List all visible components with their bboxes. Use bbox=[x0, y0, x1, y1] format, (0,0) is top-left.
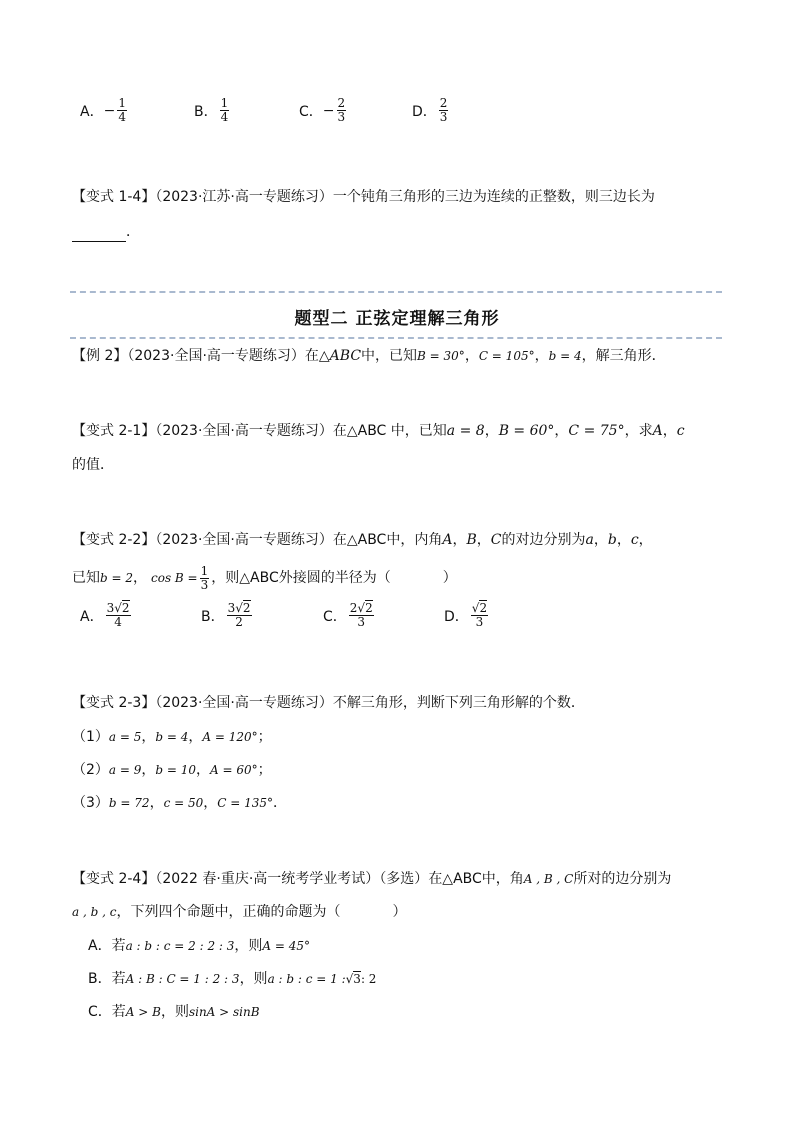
text: ，则△ABC外接圆的半径为（ bbox=[211, 570, 391, 586]
question-text: 不解三角形，判断下列三角形解的个数． bbox=[332, 695, 585, 711]
option-letter: A．若 bbox=[88, 938, 126, 954]
option-letter: B．若 bbox=[88, 971, 126, 987]
variant-2-1-line2 bbox=[72, 455, 114, 475]
question-source: （2023·全国·高一专题练习） bbox=[155, 532, 333, 548]
option-letter: A． bbox=[80, 103, 104, 120]
fraction bbox=[200, 565, 210, 592]
text: ； bbox=[257, 762, 272, 778]
text: ，则 bbox=[234, 938, 263, 954]
result: sinA > sinB bbox=[188, 1005, 260, 1019]
denominator: 4 bbox=[118, 110, 126, 124]
question-tag: 【变式 2-1】 bbox=[72, 423, 156, 439]
option-letter: C． bbox=[323, 608, 347, 625]
text: 在△ABC 中，已知 bbox=[332, 423, 447, 439]
fraction: $\frac{3√2}{4}$ bbox=[106, 601, 130, 629]
text: ，求 bbox=[624, 423, 653, 439]
triangle-symbol: △ABC bbox=[318, 348, 362, 364]
text: ． bbox=[273, 795, 288, 811]
condition: C = 135° bbox=[217, 796, 274, 810]
condition: c = 50 bbox=[163, 796, 204, 810]
condition: b = 2 bbox=[100, 571, 133, 585]
option-letter: D． bbox=[444, 608, 469, 625]
question-source: （2023·江苏·高一专题练习） bbox=[155, 189, 333, 205]
question-tag: 【例 2】 bbox=[72, 348, 128, 364]
text: ，则 bbox=[160, 1004, 189, 1020]
text: 在 bbox=[304, 348, 319, 364]
denominator: 4 bbox=[114, 615, 122, 629]
condition: B = 30° bbox=[417, 349, 465, 363]
option-letter: A． bbox=[80, 608, 104, 625]
coefficient: 3 bbox=[106, 601, 115, 615]
text: 在△ABC中，内角 bbox=[332, 532, 443, 548]
numerator: 1 bbox=[118, 96, 126, 110]
minus-sign: − bbox=[103, 102, 116, 119]
option-letter: C．若 bbox=[88, 1004, 126, 1020]
fraction bbox=[337, 97, 347, 124]
variables: A , B , C bbox=[523, 872, 574, 886]
option-b bbox=[201, 602, 254, 629]
question-tag: 【变式 2-3】 bbox=[72, 695, 156, 711]
option-letter: C． bbox=[299, 103, 323, 120]
variant-2-1: 【变式 2-1】（2023·全国·高一专题练习）在△ABC 中，已知a = 8，B = 60°，C = 75°，求A，c bbox=[72, 423, 685, 439]
item-number: （1） bbox=[72, 729, 109, 745]
option-letter: B． bbox=[194, 103, 218, 120]
radicand: 2 bbox=[242, 601, 251, 615]
variable: a bbox=[585, 532, 594, 548]
minus-sign: − bbox=[322, 102, 335, 119]
condition: a = 5 bbox=[108, 730, 142, 744]
variable: C bbox=[490, 532, 502, 548]
condition: a = 8 bbox=[446, 423, 485, 439]
option-d bbox=[444, 602, 490, 629]
variant-1-4-line2 bbox=[72, 222, 140, 242]
text: ； bbox=[257, 729, 272, 745]
option-d bbox=[412, 97, 450, 124]
option-a bbox=[80, 602, 133, 629]
item-number: （3） bbox=[72, 795, 109, 811]
result: a : b : c = 1 : bbox=[267, 972, 346, 986]
condition: A = 120° bbox=[202, 730, 258, 744]
numerator: 2 bbox=[337, 96, 346, 110]
variable: c bbox=[630, 532, 639, 548]
text: 在△ABC中，角 bbox=[428, 871, 524, 887]
condition: b = 10 bbox=[155, 763, 197, 777]
condition: cos B = bbox=[151, 571, 198, 585]
condition: A = 60° bbox=[210, 763, 258, 777]
denominator: 3 bbox=[337, 110, 346, 124]
variant-2-4-line2 bbox=[72, 902, 406, 922]
condition: b = 72 bbox=[108, 796, 150, 810]
question-text: 一个钝角三角形的三边为连续的正整数，则三边长为 bbox=[332, 189, 655, 205]
option-c bbox=[88, 1002, 260, 1022]
fraction bbox=[220, 97, 230, 124]
period: ． bbox=[126, 224, 140, 240]
option-letter: B． bbox=[201, 608, 225, 625]
text: ） bbox=[442, 570, 457, 586]
question-source: （2022 春·重庆·高一统考学业考试） bbox=[155, 871, 380, 887]
fraction bbox=[439, 97, 449, 124]
option-b: B．若A : B : C = 1 : 2 : 3，则a : b : c = 1 :√3: 2 bbox=[88, 971, 377, 987]
denominator: 2 bbox=[235, 615, 243, 629]
variable: A bbox=[652, 423, 663, 439]
fraction: $\frac{2√2}{3}$ bbox=[349, 601, 373, 629]
question-source: （2023·全国·高一专题练习） bbox=[155, 695, 333, 711]
radicand: 2 bbox=[365, 601, 373, 615]
question-tag: 【变式 1-4】 bbox=[72, 189, 156, 205]
fraction bbox=[117, 97, 127, 124]
text: 的对边分别为 bbox=[501, 532, 586, 548]
option-b bbox=[194, 97, 231, 124]
item-number: （2） bbox=[72, 762, 109, 778]
example-2: 【例 2】（2023·全国·高一专题练习）在△ABC中，已知B = 30°，C = 105°，b = 4，解三角形． bbox=[72, 348, 666, 364]
variables: a , b , c bbox=[72, 905, 117, 919]
text: ，解三角形． bbox=[581, 348, 666, 364]
option-a bbox=[88, 936, 310, 956]
list-item: （1）a = 5，b = 4，A = 120°； bbox=[72, 729, 272, 745]
condition: B = 60° bbox=[498, 423, 555, 439]
fraction: $\frac{√2}{3}$ bbox=[471, 601, 488, 629]
answer-blank bbox=[72, 227, 126, 242]
condition: b = 4 bbox=[155, 730, 189, 744]
result: : 2 bbox=[360, 972, 377, 986]
list-item: （3）b = 72，c = 50，C = 135°． bbox=[72, 795, 288, 811]
question-type: （多选） bbox=[379, 871, 429, 887]
text: 已知 bbox=[72, 570, 100, 586]
option-letter: D． bbox=[412, 103, 437, 120]
variant-2-2-line2: 已知 b = 2 ， cos B = $\frac{1}{3}$ ，则△ABC外接圆的半径为（ ） bbox=[72, 563, 457, 592]
question-source: （2023·全国·高一专题练习） bbox=[127, 348, 305, 364]
variable: c bbox=[676, 423, 685, 439]
radicand: 2 bbox=[121, 601, 130, 615]
result: A = 45° bbox=[262, 939, 311, 953]
variable: b bbox=[607, 532, 617, 548]
section-divider-top bbox=[70, 291, 722, 293]
condition: A > B bbox=[125, 1005, 161, 1019]
coefficient: 3 bbox=[227, 601, 236, 615]
condition: A : B : C = 1 : 2 : 3 bbox=[125, 972, 240, 986]
denominator: 4 bbox=[220, 110, 229, 124]
variable: A bbox=[442, 532, 453, 548]
option-c bbox=[299, 97, 348, 124]
denominator: 3 bbox=[475, 615, 484, 629]
variant-2-4 bbox=[72, 869, 671, 889]
fraction: $\frac{3√2}{2}$ bbox=[227, 601, 251, 629]
text: 所对的边分别为 bbox=[573, 871, 672, 887]
section-divider-bottom bbox=[70, 337, 722, 339]
radicand: 3 bbox=[353, 972, 361, 986]
variable: B bbox=[466, 532, 477, 548]
radicand: 2 bbox=[479, 601, 488, 615]
condition: C = 75° bbox=[568, 423, 625, 439]
coefficient: 2 bbox=[349, 601, 358, 615]
numerator: 1 bbox=[220, 96, 229, 110]
option-c bbox=[323, 602, 376, 629]
condition: C = 105° bbox=[478, 349, 535, 363]
numerator: 2 bbox=[439, 96, 448, 110]
condition: b = 4 bbox=[548, 349, 582, 363]
denominator: 3 bbox=[439, 110, 448, 124]
text: 中，已知 bbox=[361, 348, 418, 364]
numerator: 1 bbox=[200, 563, 209, 578]
condition: a : b : c = 2 : 2 : 3 bbox=[125, 939, 235, 953]
variant-1-4 bbox=[72, 187, 655, 207]
text: ） bbox=[392, 904, 407, 920]
list-item: （2）a = 9，b = 10，A = 60°； bbox=[72, 762, 272, 778]
text: ，下列四个命题中，正确的命题为（ bbox=[116, 904, 341, 920]
denominator: 3 bbox=[200, 577, 209, 592]
condition: a = 9 bbox=[108, 763, 142, 777]
text: ，则 bbox=[239, 971, 268, 987]
variant-2-3 bbox=[72, 693, 585, 713]
question-tag: 【变式 2-4】 bbox=[72, 871, 156, 887]
variant-2-2: 【变式 2-2】（2023·全国·高一专题练习）在△ABC中，内角A，B，C的对边分别为a，b，c， bbox=[72, 532, 653, 548]
section-title: 题型二 正弦定理解三角形 bbox=[294, 309, 500, 329]
denominator: 3 bbox=[357, 615, 366, 629]
option-a bbox=[80, 97, 129, 124]
text: 的值． bbox=[72, 457, 114, 473]
question-source: （2023·全国·高一专题练习） bbox=[155, 423, 333, 439]
question-tag: 【变式 2-2】 bbox=[72, 532, 156, 548]
